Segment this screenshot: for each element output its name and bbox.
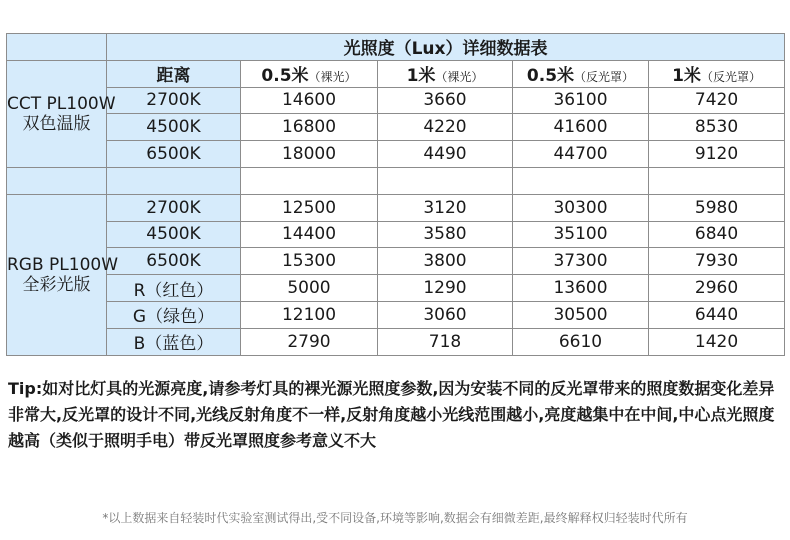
lux-value: 3660 bbox=[378, 87, 513, 114]
lux-value: 15300 bbox=[241, 248, 378, 275]
corner-cell bbox=[7, 34, 107, 61]
lux-value: 4490 bbox=[378, 141, 513, 168]
row-label: 2700K bbox=[107, 87, 241, 114]
lux-value: 8530 bbox=[649, 114, 785, 141]
group-rgb-name: RGB PL100W bbox=[7, 254, 119, 275]
lux-value: 1420 bbox=[649, 328, 785, 355]
lux-value: 14600 bbox=[241, 87, 378, 114]
separator-cell bbox=[107, 167, 241, 194]
group-cct-label bbox=[7, 60, 116, 167]
lux-value: 30300 bbox=[513, 194, 649, 221]
footnote-disclaimer: *以上数据来自轻装时代实验室测试得出,受不同设备,环境等影响,数据会有细微差距,最终解释权归轻装时代所有 bbox=[102, 511, 688, 525]
separator-cell bbox=[7, 167, 107, 194]
lux-value: 2960 bbox=[649, 275, 785, 302]
table-row bbox=[7, 221, 785, 248]
separator-cell bbox=[241, 167, 378, 194]
lux-value: 30500 bbox=[513, 301, 649, 328]
row-label: 2700K bbox=[107, 194, 241, 221]
lux-value: 12500 bbox=[241, 194, 378, 221]
title-row bbox=[7, 34, 785, 61]
table-row bbox=[7, 194, 785, 221]
table-row bbox=[7, 275, 785, 302]
row-label: B（蓝色） bbox=[107, 328, 241, 355]
row-label: 6500K bbox=[107, 248, 241, 275]
separator-cell bbox=[649, 167, 785, 194]
group-cct-subname: 双色温版 bbox=[22, 113, 91, 134]
table-row bbox=[7, 114, 785, 141]
table-title: 光照度（Lux）详细数据表 bbox=[107, 34, 785, 61]
lux-value: 13600 bbox=[513, 275, 649, 302]
header-1m-reflector: 1米（反光罩） bbox=[649, 60, 785, 87]
lux-value: 1290 bbox=[378, 275, 513, 302]
lux-value: 6610 bbox=[513, 328, 649, 355]
lux-value: 7930 bbox=[649, 248, 785, 275]
lux-value: 718 bbox=[378, 328, 513, 355]
lux-value: 35100 bbox=[513, 221, 649, 248]
row-label: 4500K bbox=[107, 114, 241, 141]
lux-value: 4220 bbox=[378, 114, 513, 141]
table-row bbox=[7, 328, 785, 355]
lux-value: 5000 bbox=[241, 275, 378, 302]
row-label: 4500K bbox=[107, 221, 241, 248]
lux-value: 6440 bbox=[649, 301, 785, 328]
row-label: G（绿色） bbox=[107, 301, 241, 328]
lux-value: 18000 bbox=[241, 141, 378, 168]
lux-value: 7420 bbox=[649, 87, 785, 114]
header-distance: 距离 bbox=[107, 60, 241, 87]
lux-value: 14400 bbox=[241, 221, 378, 248]
row-label: 6500K bbox=[107, 141, 241, 168]
table-row bbox=[7, 87, 785, 114]
lux-value: 16800 bbox=[241, 114, 378, 141]
separator-cell bbox=[513, 167, 649, 194]
lux-value: 6840 bbox=[649, 221, 785, 248]
group-rgb-subname: 全彩光版 bbox=[22, 274, 91, 295]
lux-value: 3580 bbox=[378, 221, 513, 248]
table-row bbox=[7, 248, 785, 275]
table-row bbox=[7, 301, 785, 328]
group-cct-name: CCT PL100W bbox=[7, 93, 116, 114]
lux-value: 36100 bbox=[513, 87, 649, 114]
tip-text: Tip:如对比灯具的光源亮度,请参考灯具的裸光源光照度参数,因为安装不同的反光罩带来的照度数据变化差异非常大,反光罩的设计不同,光线反射角度不一样,反射角度越小光线范围越小,亮度越集中在中间,中心点光照度越高（类似于照明手电）带反光罩照度参考意义不大 bbox=[8, 379, 775, 450]
lux-value: 2790 bbox=[241, 328, 378, 355]
lux-value: 37300 bbox=[513, 248, 649, 275]
row-label: R（红色） bbox=[107, 275, 241, 302]
lux-data-table bbox=[6, 33, 785, 356]
lux-value: 41600 bbox=[513, 114, 649, 141]
lux-value: 3060 bbox=[378, 301, 513, 328]
lux-value: 9120 bbox=[649, 141, 785, 168]
header-row bbox=[7, 60, 785, 87]
header-1m-bare: 1米（裸光） bbox=[378, 60, 513, 87]
lux-value: 12100 bbox=[241, 301, 378, 328]
group-rgb-label bbox=[7, 194, 119, 355]
lux-value: 44700 bbox=[513, 141, 649, 168]
table-row bbox=[7, 141, 785, 168]
header-05m-reflector: 0.5米（反光罩） bbox=[513, 60, 649, 87]
header-05m-bare: 0.5米（裸光） bbox=[241, 60, 378, 87]
lux-value: 3120 bbox=[378, 194, 513, 221]
separator-row bbox=[7, 167, 785, 194]
lux-value: 5980 bbox=[649, 194, 785, 221]
lux-value: 3800 bbox=[378, 248, 513, 275]
separator-cell bbox=[378, 167, 513, 194]
